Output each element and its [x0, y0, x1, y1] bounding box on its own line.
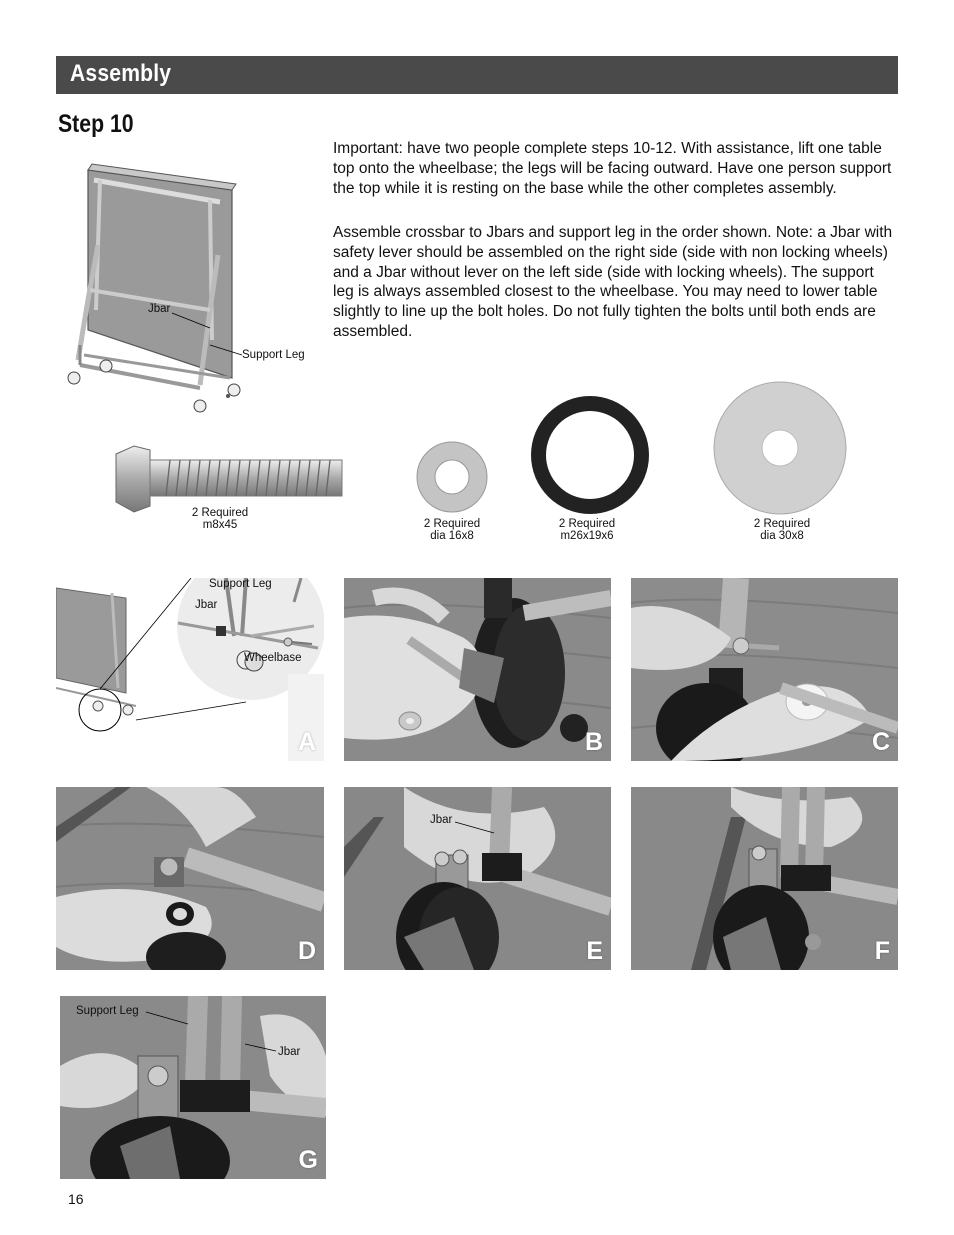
small-washer-icon	[415, 440, 490, 515]
overview-jbar-label: Jbar	[148, 303, 171, 315]
table-on-wheelbase-drawing	[60, 150, 320, 420]
panel-b-letter: B	[584, 728, 603, 756]
panel-a-support-leg-label: Support Leg	[209, 578, 272, 590]
small-washer-qty: 2 Required	[423, 518, 481, 530]
panel-c-photo	[631, 578, 898, 761]
bolt-qty: 2 Required	[191, 507, 249, 519]
hand-with-large-washer-photo	[631, 578, 898, 761]
rubber-ring-caption	[527, 518, 647, 542]
section-title: Assembly	[70, 60, 172, 87]
large-washer-caption	[722, 518, 842, 542]
instruction-paragraph-1: Important: have two people complete steps 10-12. With assistance, lift one table top onto the wheelbase; the legs will be facing outward. Have one person support the top while it is resting on the base while the other completes assembly.	[333, 140, 892, 197]
panel-d-photo	[56, 787, 324, 970]
rubber-ring-part	[530, 394, 650, 516]
large-washer-size: dia 30x8	[760, 530, 804, 542]
panel-g-letter: G	[298, 1146, 318, 1174]
rubber-ring-icon	[530, 394, 650, 516]
support-leg-alignment-photo	[631, 787, 898, 970]
panel-e-jbar-label: Jbar	[430, 814, 453, 826]
bolt-size: m8x45	[202, 519, 238, 531]
section-header-bar	[56, 56, 898, 94]
step-title: Step 10	[58, 110, 134, 138]
rubber-ring-size: m26x19x6	[560, 530, 614, 542]
large-washer-qty: 2 Required	[753, 518, 811, 530]
hand-with-bolt-and-washer-photo	[344, 578, 611, 761]
panel-g-leader-lines	[60, 996, 326, 1179]
panel-a-letter: A	[297, 728, 316, 756]
rubber-ring-qty: 2 Required	[558, 518, 616, 530]
panel-g-photo	[60, 996, 326, 1179]
wheelbase-detail-drawing	[56, 578, 324, 761]
panel-g-support-leg-label: Support Leg	[76, 1005, 139, 1017]
panel-e-leader-line	[344, 787, 611, 970]
large-washer-icon	[712, 380, 848, 516]
panel-a-illustration	[56, 578, 324, 761]
page-number: 16	[68, 1191, 84, 1207]
panel-b-photo	[344, 578, 611, 761]
instruction-paragraph-2: Assemble crossbar to Jbars and support leg in the order shown. Note: a Jbar with safety lever should be assembled on the right side (side with non locking wheels) and a Jbar without lever on the left side (side with locking wheels). The support leg is always assembled closest to the wheelbase. You may need to lower table slightly to line up the bolt holes. Do not fully tighten the bolts until both ends are assembled.	[333, 224, 893, 340]
panel-d-letter: D	[297, 937, 316, 965]
panel-c-letter: C	[871, 728, 890, 756]
overview-illustration	[60, 150, 320, 420]
small-washer-part	[415, 440, 490, 515]
large-washer-part	[712, 380, 848, 516]
panel-a-jbar-label: Jbar	[195, 599, 218, 611]
panel-e-photo	[344, 787, 611, 970]
small-washer-size: dia 16x8	[430, 530, 474, 542]
panel-e-letter: E	[586, 937, 603, 965]
panel-a-wheelbase-label: Wheelbase	[244, 652, 302, 664]
bolt-caption	[160, 507, 280, 531]
small-washer-caption	[392, 518, 512, 542]
panel-f-photo	[631, 787, 898, 970]
overview-support-leg-label: Support Leg	[242, 349, 305, 361]
panel-f-letter: F	[874, 937, 890, 965]
hand-with-rubber-ring-photo	[56, 787, 324, 970]
panel-g-jbar-label: Jbar	[278, 1046, 301, 1058]
